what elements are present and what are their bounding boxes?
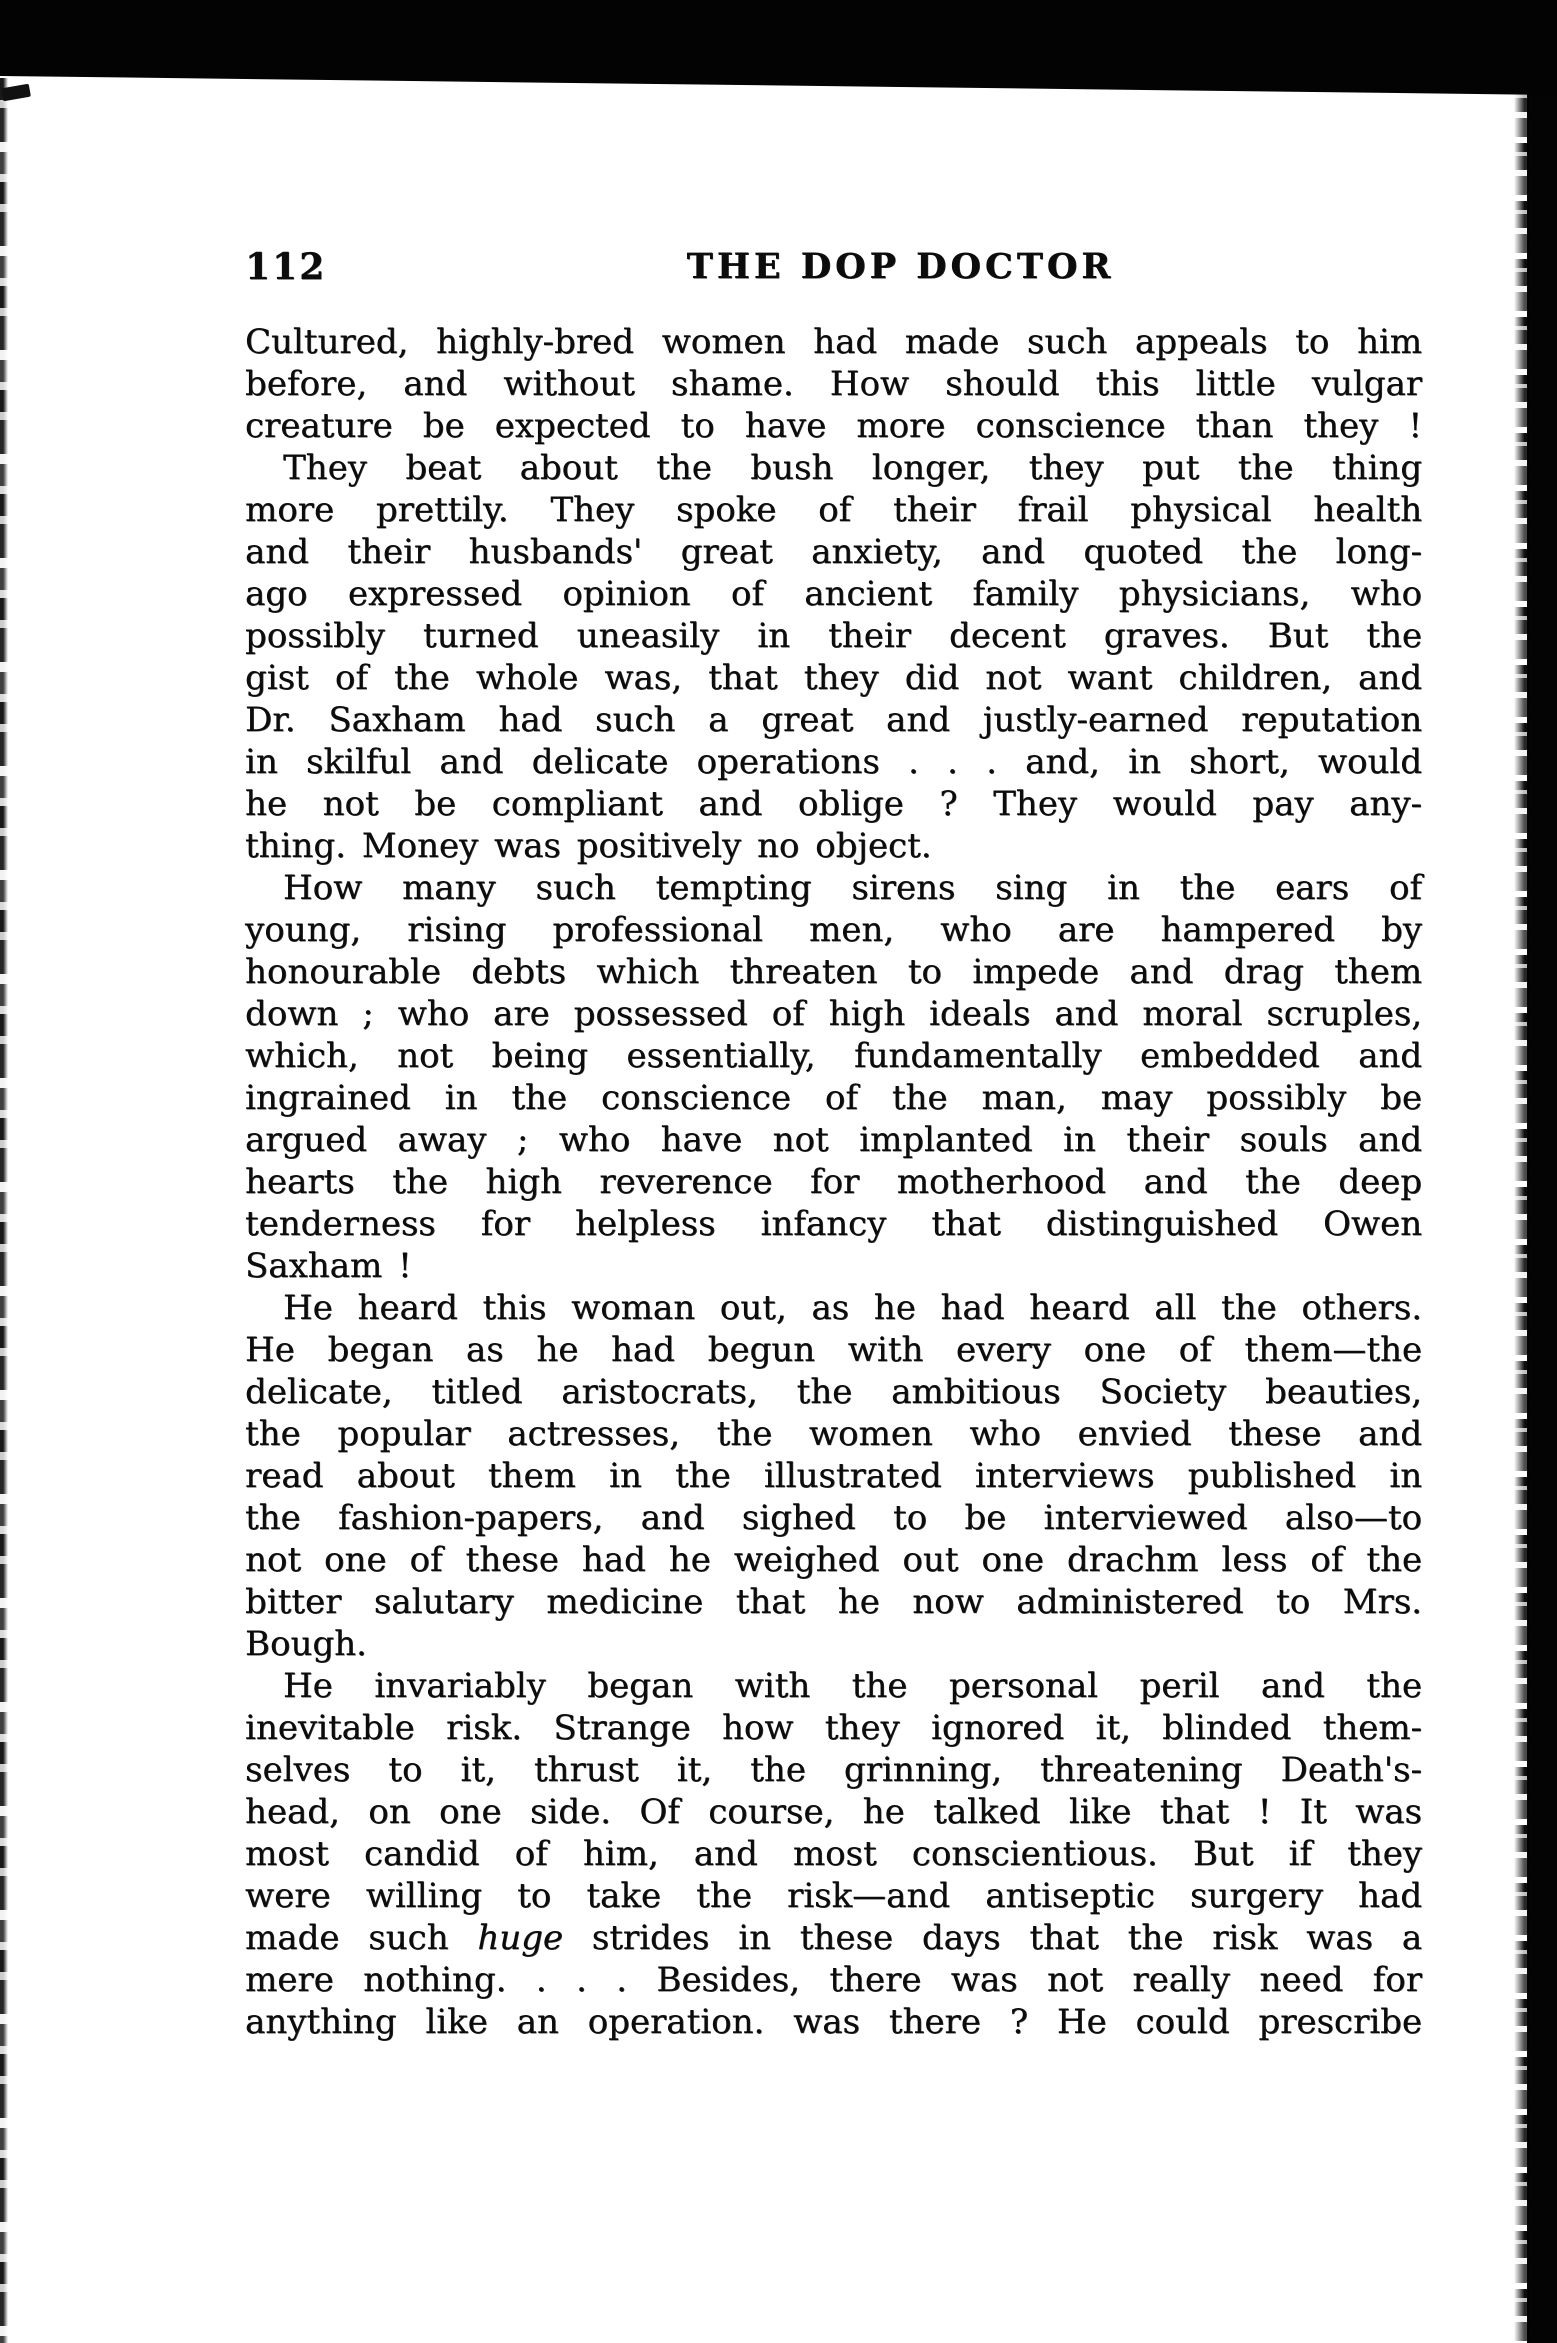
text-line [245, 1035, 1422, 1077]
text-line [245, 321, 1422, 363]
text-line [245, 1749, 1422, 1791]
line-text: inevitable risk. Strange how they ignored it, blinded them- [245, 1708, 1422, 1748]
text-line [245, 615, 1422, 657]
line-text: possibly turned uneasily in their decent graves. But the [245, 616, 1422, 656]
text-line [245, 657, 1422, 699]
line-text: down ; who are possessed of high ideals and moral scruples, [245, 994, 1422, 1034]
line-text: bitter salutary medicine that he now administered to Mrs. [245, 1582, 1422, 1622]
line-text: Cultured, highly-bred women had made such appeals to him [245, 322, 1422, 362]
page-number: 112 [245, 246, 327, 288]
line-text: made such [245, 1918, 478, 1958]
scan-edge-top-artifact [0, 0, 1557, 95]
line-text: How many such tempting sirens sing in the ears of [283, 868, 1422, 908]
line-text: creature be expected to have more conscience than they ! [245, 406, 1422, 446]
page-header [245, 246, 1422, 292]
text-line [245, 1497, 1422, 1539]
text-line [245, 1119, 1422, 1161]
text-line [245, 363, 1422, 405]
line-text: he not be compliant and oblige ? They would pay any- [245, 784, 1422, 824]
text-line [245, 1077, 1422, 1119]
text-line [245, 1371, 1422, 1413]
line-text: and their husbands' great anxiety, and quoted the long- [245, 532, 1422, 572]
text-line [245, 951, 1422, 993]
body-text [245, 321, 1422, 2043]
line-text: selves to it, thrust it, the grinning, threatening Death's- [245, 1750, 1422, 1790]
text-line [245, 573, 1422, 615]
text-line [245, 909, 1422, 951]
line-text: head, on one side. Of course, he talked like that ! It was [245, 1792, 1422, 1832]
text-line [245, 1665, 1422, 1707]
text-line [245, 993, 1422, 1035]
line-text: honourable debts which threaten to impede and drag them [245, 952, 1422, 992]
text-line [245, 741, 1422, 783]
scan-edge-right-fringe-artifact [1514, 85, 1529, 2343]
line-text: Saxham ! [245, 1246, 412, 1286]
line-text: delicate, titled aristocrats, the ambitious Society beauties, [245, 1372, 1422, 1412]
line-text: before, and without shame. How should this little vulgar [245, 364, 1422, 404]
text-line [245, 1623, 1422, 1665]
scan-edge-right-artifact [1527, 0, 1557, 2343]
text-line [245, 1413, 1422, 1455]
line-text: ago expressed opinion of ancient family physicians, who [245, 574, 1422, 614]
line-text: thing. Money was positively no object. [245, 826, 932, 866]
line-text: ingrained in the conscience of the man, may possibly be [245, 1078, 1422, 1118]
line-text: most candid of him, and most conscientious. But if they [245, 1834, 1422, 1874]
line-text: strides in these days that the risk was a [563, 1918, 1423, 1958]
text-line [245, 1707, 1422, 1749]
text-line [245, 405, 1422, 447]
text-line [245, 783, 1422, 825]
text-line [245, 489, 1422, 531]
line-text: anything like an operation. was there ? He could prescribe [245, 2002, 1422, 2042]
line-text: tenderness for helpless infancy that distinguished Owen [245, 1204, 1422, 1244]
line-text: the popular actresses, the women who envied these and [245, 1414, 1422, 1454]
italic-word: huge [477, 1918, 563, 1958]
scan-edge-left-artifact [0, 78, 8, 2343]
text-line [245, 1791, 1422, 1833]
line-text: He invariably began with the personal peril and the [283, 1666, 1422, 1706]
text-line [245, 825, 1422, 867]
text-line [245, 1161, 1422, 1203]
running-title: THE DOP DOCTOR [686, 246, 1115, 287]
line-text: not one of these had he weighed out one drachm less of the [245, 1540, 1422, 1580]
line-text: hearts the high reverence for motherhood and the deep [245, 1162, 1422, 1202]
text-line [245, 1329, 1422, 1371]
line-text: mere nothing. . . . Besides, there was not really need for [245, 1960, 1422, 2000]
text-line [245, 2001, 1422, 2043]
line-text: Bough. [245, 1624, 367, 1664]
line-text: more prettily. They spoke of their frail physical health [245, 490, 1422, 530]
line-text: in skilful and delicate operations . . . and, in short, would [245, 742, 1422, 782]
line-text: They beat about the bush longer, they put the thing [283, 448, 1422, 488]
line-text: He began as he had begun with every one of them—the [245, 1330, 1422, 1370]
line-text: were willing to take the risk—and antiseptic surgery had [245, 1876, 1422, 1916]
text-line [245, 447, 1422, 489]
line-text: the fashion-papers, and sighed to be interviewed also—to [245, 1498, 1422, 1538]
text-line [245, 699, 1422, 741]
line-text: gist of the whole was, that they did not want children, and [245, 658, 1422, 698]
text-line [245, 1455, 1422, 1497]
text-line [245, 531, 1422, 573]
text-line [245, 1203, 1422, 1245]
text-line [245, 1917, 1422, 1959]
text-line [245, 1245, 1422, 1287]
text-line [245, 1539, 1422, 1581]
line-text: He heard this woman out, as he had heard all the others. [283, 1288, 1422, 1328]
line-text: which, not being essentially, fundamentally embedded and [245, 1036, 1422, 1076]
text-line [245, 1833, 1422, 1875]
text-line [245, 1875, 1422, 1917]
line-text: Dr. Saxham had such a great and justly-earned reputation [245, 700, 1422, 740]
line-text: read about them in the illustrated interviews published in [245, 1456, 1422, 1496]
text-line [245, 1581, 1422, 1623]
text-line [245, 867, 1422, 909]
line-text: argued away ; who have not implanted in their souls and [245, 1120, 1422, 1160]
line-text: young, rising professional men, who are hampered by [245, 910, 1422, 950]
text-line [245, 1959, 1422, 2001]
text-line [245, 1287, 1422, 1329]
